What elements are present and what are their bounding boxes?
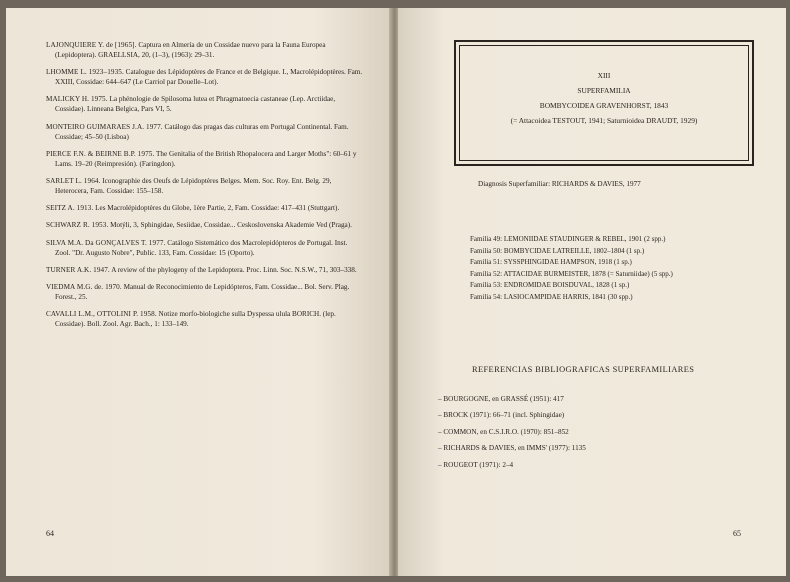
book-spread bbox=[6, 8, 786, 576]
superfamily-name: BOMBYCOIDEA GRAVENHORST, 1843 bbox=[539, 101, 669, 110]
reference-item: VIEDMA M.G. de. 1970. Manual de Reconocimiento de Lepidópteros, Fam. Cossidae... Bol. Serv. Plag. Forest., 25. bbox=[46, 282, 350, 301]
page-number-left: 64 bbox=[46, 529, 54, 538]
family-item: Familia 49: LEMONIIDAE STAUDINGER & REBEL, 1901 (2 spp.) bbox=[470, 235, 666, 243]
reference-item: LHOMME L. 1923–1935. Catalogue des Lépidoptères de France et de Belgique. I., Macrolépidoptères. Fam. XXIII, Cossidae: 644–647 (Le Carriol par Douelle–Lot). bbox=[46, 68, 363, 87]
bibliography-item: – BROCK (1971): 66–71 (incl. Sphingidae) bbox=[438, 411, 565, 420]
family-list bbox=[470, 234, 673, 304]
family-item: Familia 51: SYSSPHINGIDAE HAMPSON, 1918 (1 sp.) bbox=[470, 258, 632, 267]
bibliography-item: – ROUGEOT (1971): 2–4 bbox=[438, 460, 514, 469]
bibliography-item: – BOURGOGNE, en GRASSÉ (1951): 417 bbox=[438, 395, 564, 403]
reference-item: PIERCE F.N. & BEIRNE B.P. 1975. The Genitalia of the British Rhopalocera and Larger Moths": 60–61 y Lams. 19–20 (Reimpresión). (Faringdon). bbox=[46, 149, 357, 168]
section-title: SUPERFAMILIA bbox=[577, 86, 631, 95]
reference-item: TURNER A.K. 1947. A review of the phylogeny of the Lepidoptera. Proc. Linn. Soc. N.S.W., 71, 303–338. bbox=[46, 265, 357, 274]
superfamily-title-box bbox=[454, 40, 754, 166]
reference-item: SARLET L. 1964. Iconographie des Oeufs de Lépidoptères Belges. Mem. Soc. Roy. Ent. Belg. 29, Heterocera, Fam. Cossidae: 155–158. bbox=[46, 176, 332, 195]
reference-item: MALICKY H. 1975. La phénologie de Spilosoma lutea et Phragmatoecia castaneae (Lep. Arctiidae, Cossidae). Linneana Belgica, Pars VI, 5. bbox=[46, 95, 336, 114]
reference-item: SILVA M.A. Da GONÇALVES T. 1977. Catálogo Sistemático dos Macrolepidópteros de Portugal. Inst. Zool. "Dr. Augusto Nobre", Public. 133, Fam. Cossidae: 15 (Oporto). bbox=[46, 238, 348, 257]
reference-list bbox=[46, 40, 364, 336]
reference-item: MONTEIRO GUIMARAES J.A. 1977. Catálogo das pragas das culturas em Portugal Continental. Fam. Cossidae; 45–50 (Lisboa) bbox=[46, 122, 349, 141]
section-numeral: XIII bbox=[597, 71, 611, 80]
family-item: Familia 50: BOMBYCIDAE LATREILLE, 1802–1804 (1 sp.) bbox=[470, 246, 645, 255]
right-page bbox=[398, 8, 786, 576]
reference-item: LAJONQUIERE Y. de [1965]. Captura en Almería de un Cossidae nuevo para la Fauna Europea (Lepidoptera). GRAELLSIA, 20, (1–3), (1963): 29–31. bbox=[46, 41, 326, 59]
title-box-inner bbox=[459, 45, 749, 161]
references-heading: REFERENCIAS BIBLIOGRAFICAS SUPERFAMILIARES bbox=[472, 365, 695, 374]
reference-item: CAVALLI L.M., OTTOLINI P. 1958. Notize morfo-biologiche sulla Dyspessa ulula BORICH. (lep. Cossidae). Boll. Zool. Agr. Bach., 1: 133–149. bbox=[46, 310, 336, 329]
bibliography-list bbox=[438, 391, 586, 473]
synonyms: (= Attacoidea TESTOUT, 1941; Saturnioidea DRAUDT, 1929) bbox=[510, 116, 698, 125]
bibliography-item: – COMMON, en C.S.I.R.O. (1970): 851–852 bbox=[438, 427, 569, 436]
reference-item: SCHWARZ R. 1953. Motýli, 3, Sphingidae, Sesiidae, Cossidae... Ceskoslovenska Akademie Ved (Praga). bbox=[46, 221, 352, 230]
family-item: Familia 53: ENDROMIDAE BOISDUVAL, 1828 (1 sp.) bbox=[470, 281, 630, 290]
page-number-right: 65 bbox=[733, 529, 741, 538]
family-item: Familia 54: LASIOCAMPIDAE HARRIS, 1841 (30 spp.) bbox=[470, 292, 633, 301]
left-page bbox=[6, 8, 391, 576]
reference-item: SEITZ A. 1913. Les Macrolépidoptères du Globe, 1ère Partie, 2, Fam. Cossidae: 417–431 (Stuttgart). bbox=[46, 204, 340, 213]
diagnosis-line: Diagnosis Superfamiliar: RICHARDS & DAVIES, 1977 bbox=[478, 180, 641, 188]
bibliography-item: – RICHARDS & DAVIES, en IMMS' (1977): 1135 bbox=[438, 444, 586, 453]
family-item: Familia 52: ATTACIDAE BURMEISTER, 1878 (= Saturniidae) (5 spp.) bbox=[470, 269, 673, 278]
